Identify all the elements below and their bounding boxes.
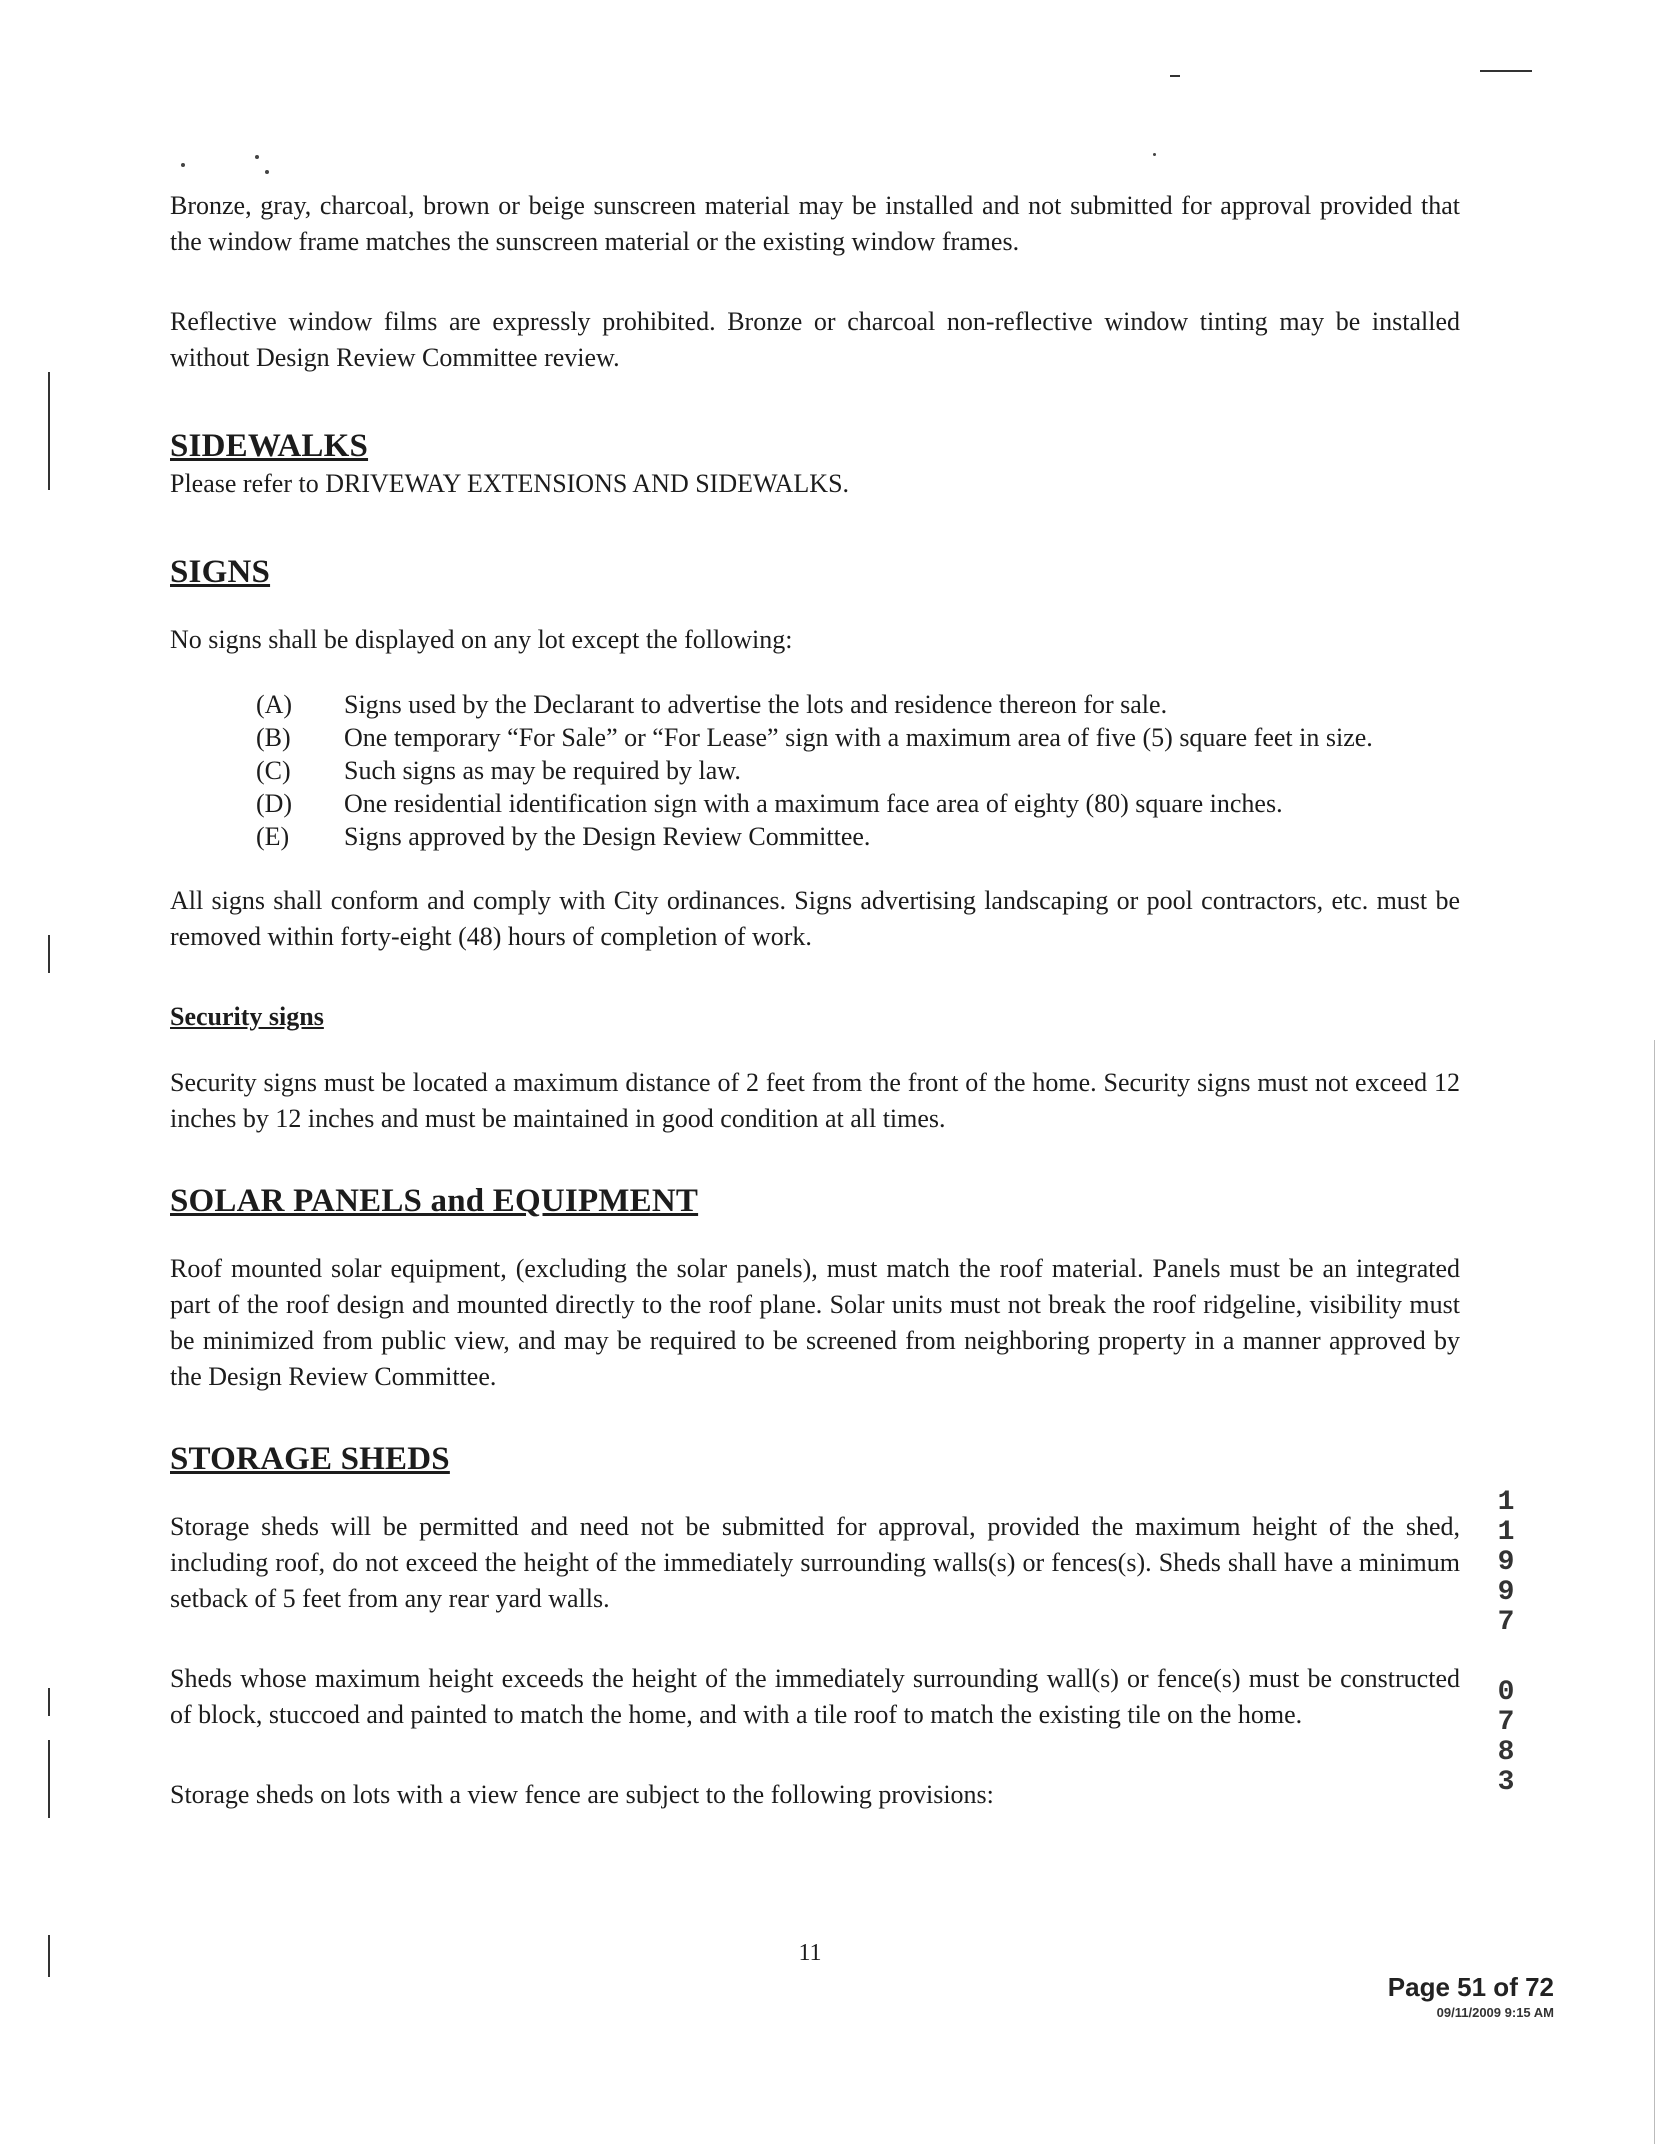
list-text: Such signs as may be required by law. bbox=[344, 756, 741, 785]
stamp-digit: 8 bbox=[1497, 1737, 1515, 1768]
scan-right-edge bbox=[1654, 1040, 1655, 2144]
recording-number-stamp bbox=[1494, 1488, 1518, 1798]
list-text: Signs approved by the Design Review Committee. bbox=[344, 822, 871, 851]
stamp-digit: 0 bbox=[1497, 1677, 1515, 1708]
signs-heading: SIGNS bbox=[170, 554, 271, 590]
security-signs-text: Security signs must be located a maximum distance of 2 feet from the front of the home. Security signs must not exceed 12 inches by 12 inches and must be maintained in good condition at all times. bbox=[170, 1068, 1460, 1133]
list-marker: (C) bbox=[256, 756, 291, 785]
sidewalks-heading: SIDEWALKS bbox=[170, 428, 369, 464]
scan-speck bbox=[181, 163, 185, 167]
stamp-timestamp: 09/11/2009 9:15 AM bbox=[1436, 2005, 1554, 2020]
list-marker: (E) bbox=[256, 822, 290, 851]
solar-text: Roof mounted solar equipment, (excluding the solar panels), must match the roof material. Panels must be an integrated part of the roof design and mounted directly to the roof plane. Solar units must not break the roof ridgeline, visibility must be minimized from public view, and may be required to be screened from neighboring property in a manner approved by the Design Review Committee. bbox=[170, 1254, 1460, 1391]
list-item bbox=[256, 820, 1460, 853]
solar-heading: SOLAR PANELS and EQUIPMENT bbox=[170, 1183, 699, 1219]
list-item bbox=[256, 688, 1460, 721]
window-films-paragraph: Reflective window films are expressly prohibited. Bronze or charcoal non-reflective window tinting may be installed without Design Review Committee review. bbox=[170, 307, 1460, 372]
list-text: One temporary “For Sale” or “For Lease” sign with a maximum area of five (5) square feet in size. bbox=[344, 723, 1373, 752]
stamp-digit: 1 bbox=[1497, 1487, 1515, 1518]
list-marker: (D) bbox=[256, 789, 293, 818]
signs-intro: No signs shall be displayed on any lot except the following: bbox=[170, 625, 793, 654]
storage-sheds-text-2: Sheds whose maximum height exceeds the height of the immediately surrounding wall(s) or fence(s) must be constructed of block, stuccoed and painted to match the home, and with a tile roof to match the existing tile on the home. bbox=[170, 1664, 1460, 1729]
stamp-digit: 9 bbox=[1497, 1577, 1515, 1608]
storage-sheds-heading: STORAGE SHEDS bbox=[170, 1441, 450, 1477]
list-marker: (A) bbox=[256, 690, 293, 719]
stamp-digit: 1 bbox=[1497, 1517, 1515, 1548]
page-of-label: Page 51 of 72 bbox=[1387, 1972, 1554, 2002]
sunscreen-paragraph: Bronze, gray, charcoal, brown or beige sunscreen material may be installed and not submitted for approval provided that the window frame matches the sunscreen material or the existing window frames. bbox=[170, 191, 1460, 256]
stamp-digit: 9 bbox=[1497, 1547, 1515, 1578]
scan-mark-top bbox=[1170, 75, 1180, 77]
scan-margin-line-2 bbox=[48, 935, 50, 973]
scan-mark-top-right bbox=[1480, 70, 1532, 72]
stamp-digit: 7 bbox=[1497, 1707, 1515, 1738]
storage-sheds-text-3: Storage sheds on lots with a view fence are subject to the following provisions: bbox=[170, 1780, 994, 1809]
scan-margin-line-4 bbox=[48, 1740, 50, 1818]
recorder-page-stamp bbox=[1388, 1972, 1554, 2020]
sidewalks-text: Please refer to DRIVEWAY EXTENSIONS AND SIDEWALKS. bbox=[170, 469, 850, 498]
stamp-digit: 3 bbox=[1497, 1767, 1515, 1798]
list-item bbox=[256, 721, 1460, 754]
scan-margin-line-1 bbox=[48, 372, 50, 490]
security-signs-heading: Security signs bbox=[170, 1002, 324, 1031]
list-text: One residential identification sign with a maximum face area of eighty (80) square inches. bbox=[344, 789, 1283, 818]
document-body bbox=[170, 188, 1460, 1813]
signs-list bbox=[170, 688, 1460, 853]
scan-speck bbox=[265, 170, 269, 174]
storage-sheds-text-1: Storage sheds will be permitted and need not be submitted for approval, provided the maximum height of the shed, including roof, do not exceed the height of the immediately surrounding walls(s) or fences(s). Sheds shall have a minimum setback of 5 feet from any rear yard walls. bbox=[170, 1512, 1460, 1613]
scan-margin-line-3 bbox=[48, 1688, 50, 1716]
list-marker: (B) bbox=[256, 723, 291, 752]
page-number: 11 bbox=[798, 1940, 822, 1966]
list-item bbox=[256, 754, 1460, 787]
list-text: Signs used by the Declarant to advertise the lots and residence thereon for sale. bbox=[344, 690, 1168, 719]
scan-speck bbox=[255, 155, 259, 159]
list-item bbox=[256, 787, 1460, 820]
signs-conform-paragraph: All signs shall conform and comply with City ordinances. Signs advertising landscaping or pool contractors, etc. must be removed within forty-eight (48) hours of completion of work. bbox=[170, 886, 1460, 951]
stamp-digit: 7 bbox=[1497, 1607, 1515, 1638]
scan-speck bbox=[1153, 153, 1156, 156]
